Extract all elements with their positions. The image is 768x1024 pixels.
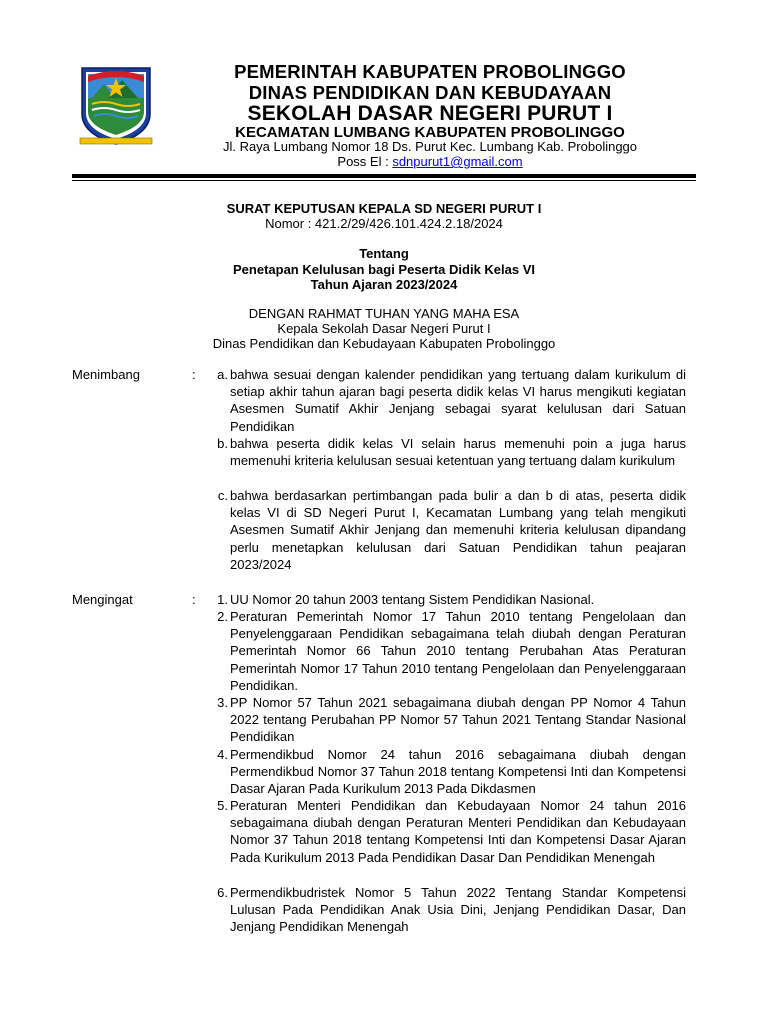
issuer-position: Kepala Sekolah Dasar Negeri Purut I <box>277 321 491 336</box>
mengingat-item <box>200 608 686 694</box>
decree-heading: SURAT KEPUTUSAN KEPALA SD NEGERI PURUT I <box>226 201 542 216</box>
email-link[interactable]: sdnpurut1@gmail.com <box>392 154 523 169</box>
decree-subject-line1: Penetapan Kelulusan bagi Peserta Didik Kelas VI <box>233 262 535 277</box>
letterhead-school: SEKOLAH DASAR NEGERI PURUT I <box>247 102 613 125</box>
item-text: Permendikbud Nomor 24 tahun 2016 sebagaimana diubah dengan Permendikbud Nomor 37 Tahun 2018 tentang Kompetensi Inti dan Kompetensi Dasar Ajaran Pada Kurikulum 2013 Pada Dikdasmen <box>230 747 686 797</box>
letterhead-address: Jl. Raya Lumbang Nomor 18 Ds. Purut Kec. Lumbang Kab. Probolinggo <box>222 139 638 154</box>
item-text: PP Nomor 57 Tahun 2021 sebagaimana diubah dengan PP Nomor 4 Tahun 2022 tentang Perubahan PP Nomor 57 Tahun 2021 Tentang Standar Nasional Pendidikan <box>230 695 686 745</box>
mengingat-colon: : <box>192 592 196 607</box>
item-marker: 2. <box>217 609 228 624</box>
item-text: Peraturan Menteri Pendidikan dan Kebudayaan Nomor 24 tahun 2016 sebagaimana diubah dengan Peraturan Menteri Pendidikan dan Kebudayaan Nomor 37 Tahun 2018 tentang Kompetensi Inti dan Kompetensi Dasar Ajaran Pada Kurikulum 2013 Pada Pendidikan Dasar Dan Pendidikan Menengah <box>230 798 686 865</box>
decree-subject-line2: Tahun Ajaran 2023/2024 <box>310 277 458 292</box>
mengingat-item <box>200 694 686 746</box>
kabupaten-probolinggo-emblem <box>78 64 154 146</box>
item-text: bahwa peserta didik kelas VI selain harus memenuhi poin a juga harus memenuhi kriteria kelulusan sesuai ketentuan yang tertuang dalam kurikulum <box>230 436 686 469</box>
invocation: DENGAN RAHMAT TUHAN YANG MAHA ESA <box>248 306 520 321</box>
item-marker: 3. <box>217 695 228 710</box>
item-text: UU Nomor 20 tahun 2003 tentang Sistem Pendidikan Nasional. <box>230 592 595 607</box>
menimbang-item <box>200 435 686 469</box>
letterhead-department: DINAS PENDIDIKAN DAN KEBUDAYAAN <box>248 82 612 103</box>
mengingat-item <box>200 591 686 608</box>
letterhead-government: PEMERINTAH KABUPATEN PROBOLINGGO <box>234 61 626 82</box>
letterhead-divider-thin <box>72 180 696 181</box>
menimbang-item <box>200 487 686 573</box>
item-marker: 1. <box>217 592 228 607</box>
menimbang-colon: : <box>192 367 196 382</box>
issuer-agency: Dinas Pendidikan dan Kebudayaan Kabupaten Probolinggo <box>212 336 556 351</box>
item-marker: b. <box>217 436 228 451</box>
email-label: Poss El : <box>337 154 393 169</box>
letterhead-email-line <box>160 154 700 169</box>
item-marker: 6. <box>217 885 228 900</box>
item-text: Permendikbudristek Nomor 5 Tahun 2022 Tentang Standar Kompetensi Lulusan Pada Pendidikan Anak Usia Dini, Jenjang Pendidikan Dasar, Dan Jenjang Pendidikan Menengah <box>230 885 686 935</box>
item-marker: c. <box>217 488 228 503</box>
item-marker: 5. <box>217 798 228 813</box>
mengingat-item <box>200 884 686 936</box>
item-text: Peraturan Pemerintah Nomor 17 Tahun 2010 tentang Pengelolaan dan Penyelenggaraan Pendidikan sebagaimana telah diubah dengan Peraturan Pemerintah Nomor 66 Tahun 2010 tentang Perubahan Atas Peraturan Pemerintah Nomor 17 Tahun 2010 tentang Pengelolaan dan Penyelenggaraan Pendidikan. <box>230 609 686 693</box>
item-marker: 4. <box>217 747 228 762</box>
item-marker: a. <box>217 367 228 382</box>
mengingat-label: Mengingat <box>72 592 133 607</box>
menimbang-item <box>200 366 686 435</box>
decree-tentang: Tentang <box>359 246 409 261</box>
letterhead-district: KECAMATAN LUMBANG KABUPATEN PROBOLINGGO <box>235 124 625 141</box>
item-text: bahwa berdasarkan pertimbangan pada bulir a dan b di atas, peserta didik kelas VI di SD Negeri Purut I, Kecamatan Lumbang yang telah mengikuti Asesmen Sumatif Akhir Jenjang dan memenuhi kriteria kelulusan dipandang perlu menetapkan kelulusan dari Satuan Pendidikan tahun peajaran 2023/2024 <box>230 488 686 572</box>
decree-number: Nomor : 421.2/29/426.101.424.2.18/2024 <box>265 216 503 231</box>
item-text: bahwa sesuai dengan kalender pendidikan yang tertuang dalam kurikulum di setiap akhir tahun ajaran bagi peserta didik kelas VI harus mengikuti kegiatan Asesmen Sumatif Akhir Jenjang sebagai syarat kelulusan dari Satuan Pendidikan <box>230 367 686 434</box>
menimbang-label: Menimbang <box>72 367 140 382</box>
mengingat-item <box>200 797 686 866</box>
mengingat-item <box>200 746 686 798</box>
letterhead-divider-thick <box>72 174 696 178</box>
